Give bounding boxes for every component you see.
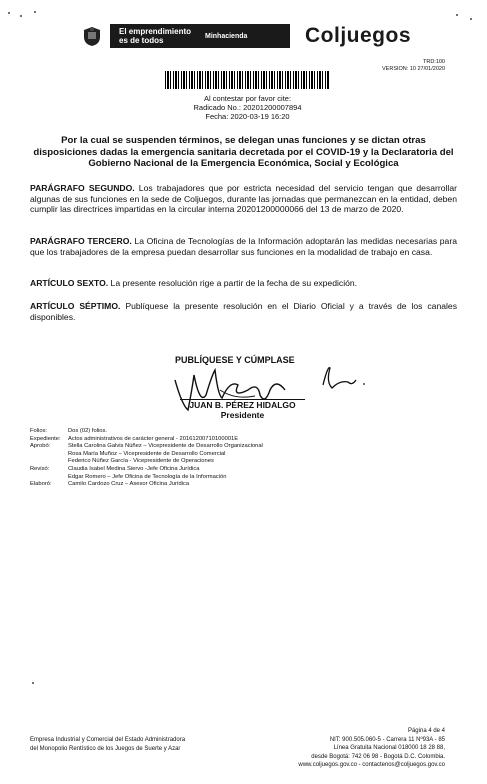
reviso-name: Edgar Romero – Jefe Oficina de Tecnología de la Información <box>68 473 227 480</box>
scan-speck <box>34 11 36 13</box>
signatory <box>180 400 305 420</box>
barcode <box>165 71 330 89</box>
approval-metadata <box>30 428 263 489</box>
footer-phone: Línea Gratuita Nacional 018000 18 28 88, <box>333 745 445 751</box>
aprobo-label: Aprobó: <box>30 443 51 450</box>
radicado-block <box>160 94 335 121</box>
scan-speck <box>470 18 472 20</box>
footer-bogota: desde Bogotá: 742 06 98 - Bogotá D.C. Colombia. <box>311 753 445 760</box>
paragraph-heading: ARTÍCULO SEXTO. <box>30 278 109 288</box>
scan-speck <box>8 12 10 14</box>
paragraph-heading: ARTÍCULO SÉPTIMO. <box>30 301 121 311</box>
document-title: Por la cual se suspenden términos, se delegan unas funciones y se dictan otras disposiciones dadas la emergencia sanitaria decretada por el COVID-19 y la Declaratoria del Gobierno Nacional de la Emergencia Económica, Social y Ecológica <box>33 135 454 169</box>
footer-nit: NIT: 900.505.060-5 - Carrera 11 Nº93A - 85 <box>329 736 445 743</box>
document-version <box>382 59 445 73</box>
footer-entity-line-2: del Monopolio Rentístico de los Juegos de Suerte y Azar <box>30 745 181 752</box>
radicado-number: Radicado No.: 20201200007894 <box>193 103 302 112</box>
paragraph-text: Los trabajadores que por estricta necesidad del servicio tengan que desarrollar algunas de sus funciones en la sede de Coljuegos, durante las jornadas que permanezcan en la entidad, deben cumplir las directrices impartidas en la circular interna 20201200000066 del 13 de marzo de 2020. <box>30 183 457 215</box>
footer-entity <box>30 736 185 753</box>
signatory-name: JUAN B. PÉREZ HIDALGO <box>189 400 296 410</box>
scan-speck <box>456 14 458 16</box>
paragraph-segundo <box>30 183 457 215</box>
aprobo-name: Rosa María Muñoz – Vicepresidente de Desarrollo Comercial <box>68 450 226 457</box>
aprobo-name: Federico Núñez García - Vicepresidente de Operaciones <box>68 458 214 465</box>
paragraph-heading: PARÁGRAFO TERCERO. <box>30 236 132 246</box>
coljuegos-logo: Coljuegos <box>305 24 412 47</box>
footer-entity-line-1: Empresa Industrial y Comercial del Estado Administradora <box>30 737 186 743</box>
reviso-name: Claudia Isabel Medina Siervo -Jefe Oficina Jurídica <box>68 465 200 472</box>
government-banner <box>110 24 290 48</box>
ministry-label: Minhacienda <box>205 33 248 40</box>
expediente-label: Expediente: <box>30 435 61 442</box>
footer-contact <box>298 727 445 770</box>
banner-line-2: es de todos <box>119 36 164 45</box>
page-number: Página 4 de 4 <box>407 728 445 734</box>
paragraph-text: La Oficina de Tecnologías de la Información adoptarán las medidas necesarias para que los trabajadores de la empresa puedan desarrollar sus funciones en la modalidad de trabajo en casa. <box>30 236 457 257</box>
articulo-sexto <box>30 278 457 289</box>
signatory-role: Presidente <box>220 410 265 420</box>
reviso-label: Revisó: <box>30 465 50 472</box>
folios-value: Dos (02) folios. <box>68 428 107 434</box>
scan-speck <box>20 15 22 17</box>
cite-line-1: Al contestar por favor cite: <box>203 94 292 103</box>
radicado-date: Fecha: 2020-03-19 16:20 <box>205 112 290 121</box>
elaboro-name: Camilo Cardozo Cruz – Asesor Oficina Jurídica <box>68 481 190 488</box>
scan-speck <box>32 682 34 684</box>
footer-web: www.coljuegos.gov.co - contactenos@coljuegos.gov.co <box>298 762 445 768</box>
folios-label: Folios: <box>30 428 48 434</box>
banner-line-1: El emprendimiento <box>119 27 192 36</box>
paragraph-tercero <box>30 236 457 257</box>
paragraph-heading: PARÁGRAFO SEGUNDO. <box>30 183 135 193</box>
elaboro-label: Elaboró: <box>30 481 52 488</box>
aprobo-name: Stella Carolina Galvis Núñez – Vicepresidente de Desarrollo Organizacional <box>68 443 263 450</box>
expediente-value: Actos administrativos de carácter general - 20161200710100001E <box>68 435 239 442</box>
publiquese-label: PUBLÍQUESE Y CÚMPLASE <box>175 355 295 365</box>
articulo-septimo <box>30 301 457 322</box>
colombia-crest-icon <box>80 24 104 48</box>
version-label: VERSION: 10 27/01/2020 <box>382 66 445 72</box>
paragraph-text: Publíquese la presente resolución en el Diario Oficial y a través de los canales disponibles. <box>30 301 457 322</box>
trd-code: TRD:100 <box>422 59 445 65</box>
paragraph-text: La presente resolución rige a partir de la fecha de su expedición. <box>108 278 358 288</box>
